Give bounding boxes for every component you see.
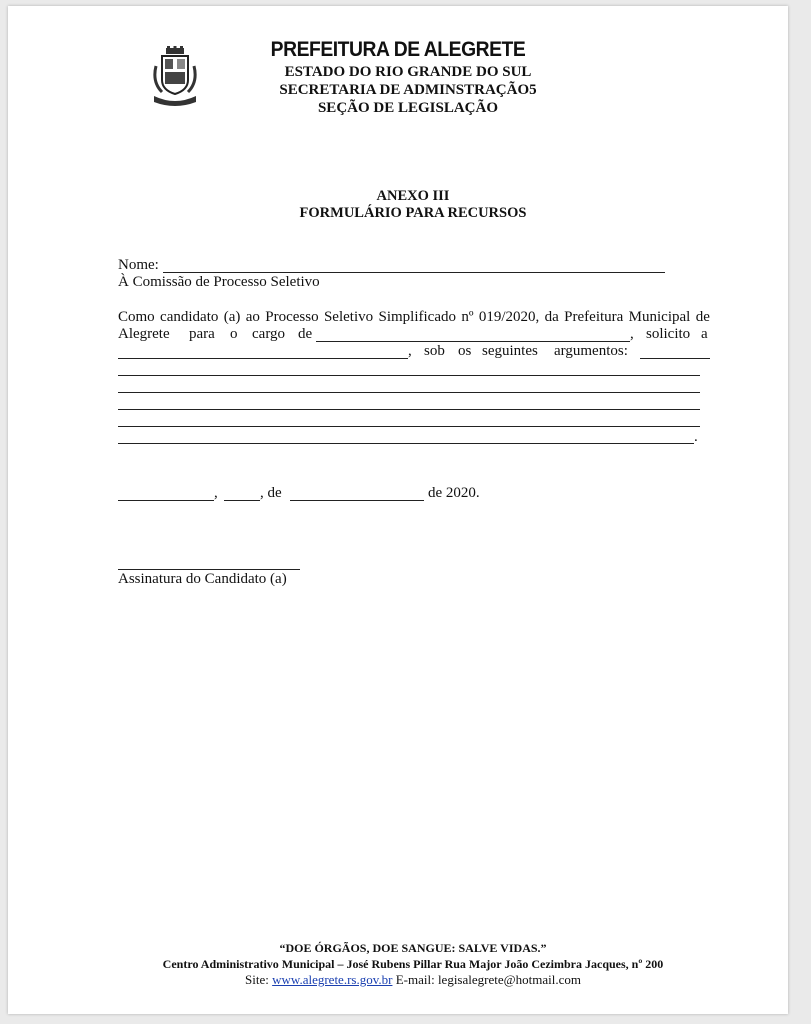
document-page: PREFEITURA DE ALEGRETE ESTADO DO RIO GRANDE DO SUL SECRETARIA DE ADMINSTRAÇÃO5 SEÇÃO DE LEGISLAÇÃO ANEXO III FORMULÁRIO PARA RECURSOS Nome: À Comissão de Processo Seletivo Como candidato (a) ao Processo Seletivo Simplificado nº 019/2020, da Prefeitura Municipal de Alegrete para o cargo de , solicito a , sob os seguintes argumentos: . , , de de 2020. Assinatura do Candidato (a) “DOE ÓRGÃOS, DOE SANGUE: SALVE VIDAS.” Centro Administrativo Municipal – José Rubens Pillar Rua Major João Cezimbra Jacques, nº 200 Site: www.alegrete.rs.gov.br E-mail: legisalegrete@hotmail.com [8, 6, 788, 1014]
name-field-line[interactable] [163, 272, 665, 273]
footer-address: Centro Administrativo Municipal – José Rubens Pillar Rua Major João Cezimbra Jacques, nº 200 [162, 957, 664, 971]
annex-number: ANEXO III [376, 188, 450, 204]
site-label: Site: [245, 972, 269, 987]
arguments-field-line[interactable] [118, 392, 700, 393]
arguments-field-line[interactable] [118, 375, 700, 376]
name-label: Nome: [118, 257, 159, 273]
arguments-field-line-start[interactable] [640, 358, 710, 359]
arguments-field-line[interactable] [118, 409, 700, 410]
site-link[interactable]: www.alegrete.rs.gov.br [272, 972, 393, 987]
day-field-line[interactable] [224, 500, 260, 501]
signature-label: Assinatura do Candidato (a) [118, 571, 287, 587]
arguments-field-line[interactable] [118, 426, 700, 427]
arguments-field-line[interactable] [118, 443, 694, 444]
year-text: de 2020. [428, 485, 480, 501]
email-text: E-mail: legisalegrete@hotmail.com [395, 972, 581, 987]
position-field-line[interactable] [316, 341, 630, 342]
section-line: SEÇÃO DE LEGISLAÇÃO [317, 100, 499, 116]
city-date-field-line[interactable] [118, 500, 214, 501]
secretariat-line: SECRETARIA DE ADMINSTRAÇÃO5 [279, 82, 537, 98]
municipality-title: PREFEITURA DE ALEGRETE [270, 38, 526, 61]
annex-title: FORMULÁRIO PARA RECURSOS [299, 205, 527, 221]
footer-contact [8, 972, 811, 988]
signature-field-line[interactable] [118, 569, 300, 570]
state-line: ESTADO DO RIO GRANDE DO SUL [284, 64, 532, 80]
footer-slogan: “DOE ÓRGÃOS, DOE SANGUE: SALVE VIDAS.” [279, 941, 547, 955]
city-word: Alegrete [118, 326, 170, 342]
month-field-line[interactable] [290, 500, 424, 501]
paragraph-line-1: Como candidato (a) ao Processo Seletivo Simplificado nº 019/2020, da Prefeitura Municipal de [118, 309, 710, 325]
request-field-line[interactable] [118, 358, 408, 359]
addressee: À Comissão de Processo Seletivo [118, 274, 320, 290]
